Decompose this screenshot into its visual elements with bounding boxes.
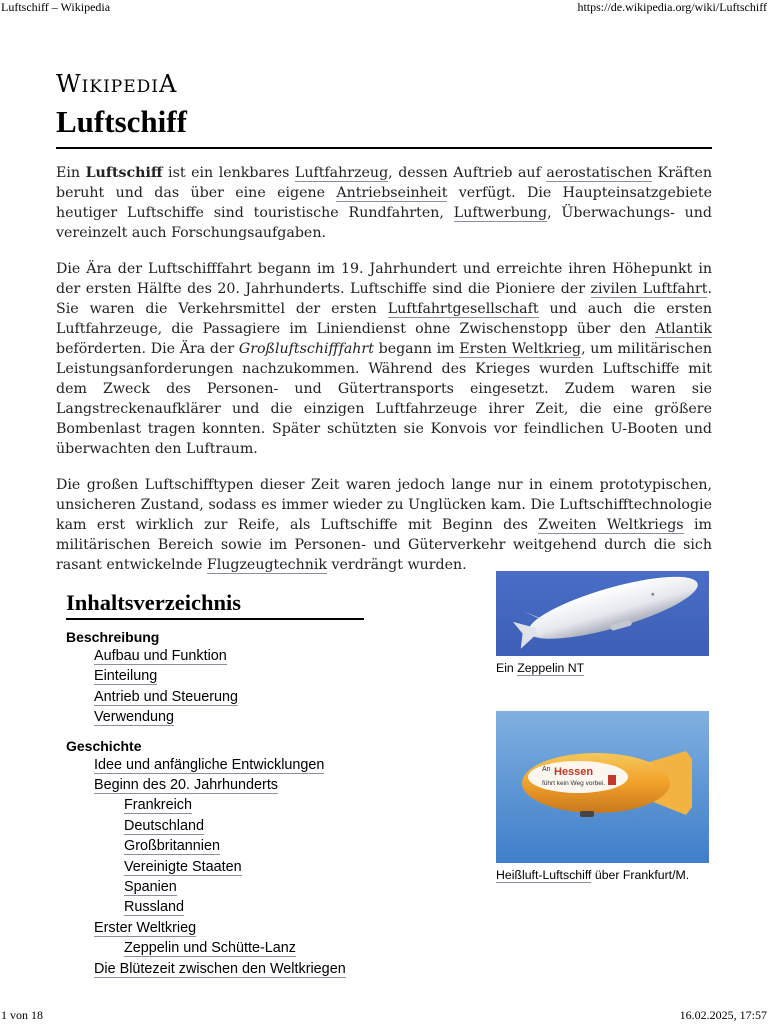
toc-item-label: Russland <box>124 899 184 916</box>
toc-item[interactable] <box>94 687 376 707</box>
toc-item-label: Vereinigte Staaten <box>124 858 242 875</box>
toc-item[interactable] <box>94 775 376 795</box>
toc-item[interactable] <box>94 707 376 727</box>
toc-item-label: Idee und anfängliche Entwicklungen <box>94 756 325 773</box>
toc-item[interactable] <box>94 918 376 938</box>
text-run: , Überwachungs- und vereinzelt auch Forschungsaufgaben. <box>56 205 712 241</box>
toc-item-label: Einteilung <box>94 668 158 685</box>
figure-zeppelin-nt <box>496 571 710 675</box>
text-run: , dessen Auftrieb auf <box>388 165 547 181</box>
text-run: verfügt. Die Haupteinsatzgebiete heutiger Luftschiffe sind touristische Rundfahrten, <box>56 185 712 221</box>
print-footer-page: 1 von 18 <box>1 1008 43 1022</box>
paragraph-intro <box>56 163 712 243</box>
toc-item-label: Erster Weltkrieg <box>94 919 197 936</box>
hot-air-airship-caption <box>496 868 710 882</box>
toc-item-label: Aufbau und Funktion <box>94 648 227 664</box>
blimp-text-slogan: führt kein Weg vorbei. <box>542 780 606 787</box>
print-header-url[interactable]: https://de.wikipedia.org/wiki/Luftschiff <box>577 0 767 14</box>
wordmark-middle: IKIPEDI <box>81 77 159 97</box>
toc-item-label: Verwendung <box>94 709 175 726</box>
text-run: verdrängt wurden. <box>327 557 467 573</box>
inline-link[interactable]: Luftfahrtgesellschaft <box>387 301 539 317</box>
toc-item[interactable] <box>94 755 376 775</box>
caption-link-hot-air-airship[interactable]: Heißluft-Luftschiff <box>496 868 592 882</box>
caption-link-zeppelin-nt[interactable]: Zeppelin NT <box>517 661 585 675</box>
inline-link[interactable]: Luftfahrzeug <box>294 165 389 181</box>
text-run: , um militärischen Leistungsanforderungen nachzukommen. Während des Krieges wurden Luftschiffe mit dem Zweck des Personen- und Gütertransports eingesetzt. Zudem waren sie Langstreckenaufklärer und die einzigen Luftfahrzeuge ihrer Zeit, die eine größere Bombenlast tragen konnten. Später schützten sie Konvois vor feindlichen U-Booten und überwachten den Luftraum. <box>56 341 712 457</box>
toc-item-label: Die Blütezeit zwischen den Weltkriegen <box>94 960 346 977</box>
zeppelin-nt-image[interactable] <box>496 571 709 656</box>
caption-text: Ein <box>496 661 518 675</box>
figure-hot-air-airship <box>496 711 710 882</box>
inline-link[interactable]: Luftwerbung <box>453 205 548 221</box>
table-of-contents <box>56 588 376 979</box>
hot-air-airship-image[interactable] <box>496 711 709 863</box>
toc-section-label: Beschreibung <box>66 629 160 645</box>
text-run: . Sie waren die Verkehrsmittel der ersten <box>56 281 712 317</box>
print-header-title: Luftschiff – Wikipedia <box>1 0 111 14</box>
toc-item[interactable] <box>124 836 376 856</box>
print-footer-datetime: 16.02.2025, 17:57 <box>679 1008 767 1022</box>
toc-section[interactable] <box>66 628 376 646</box>
paragraph-decline <box>56 475 712 575</box>
toc-item[interactable] <box>94 666 376 686</box>
toc-section[interactable] <box>66 737 376 755</box>
toc-list <box>56 628 376 979</box>
toc-item[interactable] <box>94 959 376 979</box>
wikipedia-wordmark[interactable] <box>56 70 177 98</box>
inline-link[interactable]: aerostatischen <box>546 165 653 181</box>
toc-title: Inhaltsverzeichnis <box>66 590 242 615</box>
toc-item-label: Frankreich <box>124 797 192 814</box>
toc-item[interactable] <box>124 897 376 917</box>
text-run: begann im <box>373 341 460 357</box>
inline-link[interactable]: Zweiten Weltkriegs <box>538 517 684 533</box>
page-title: Luftschiff <box>56 104 187 139</box>
bold-term: Luftschiff <box>85 165 163 181</box>
inline-link[interactable]: zivilen Luftfahrt <box>590 281 708 297</box>
toc-item-label: Deutschland <box>124 817 204 834</box>
text-run: beförderten. Die Ära der <box>56 341 239 357</box>
zeppelin-nt-caption <box>496 661 710 675</box>
inline-link[interactable]: Antriebseinheit <box>336 185 448 201</box>
title-divider <box>56 147 712 149</box>
text-run: und auch die ersten Luftfahrzeuge, die Passagiere im Liniendienst ohne Zwischenstopp über den <box>56 301 712 337</box>
toc-divider <box>66 618 364 620</box>
text-run: Kräften beruht und das über eine eigene <box>56 165 712 201</box>
caption-text: über Frankfurt/M. <box>591 868 690 882</box>
text-run: Die großen Luftschifftypen dieser Zeit waren jedoch lange nur in einem prototypischen, unsicheren Zustand, sodass es immer wieder zu Unglücken kam. Die Luftschifftechnologie kam erst wirklich zur Reife, als Luftschiffe mit Beginn des <box>56 477 712 533</box>
toc-item[interactable] <box>124 816 376 836</box>
toc-section-label: Geschichte <box>66 737 142 754</box>
wordmark-last-letter: A <box>159 70 178 98</box>
toc-item-label: Beginn des 20. Jahrhunderts <box>94 777 279 794</box>
toc-item[interactable] <box>124 857 376 877</box>
inline-link[interactable]: Atlantik <box>655 321 712 337</box>
italic-term: Großluftschifffahrt <box>238 341 374 357</box>
print-footer <box>0 1008 768 1024</box>
toc-item[interactable] <box>124 938 376 958</box>
toc-item-label: Spanien <box>124 879 177 896</box>
toc-item[interactable] <box>94 646 376 666</box>
toc-item-label: Antrieb und Steuerung <box>94 688 239 705</box>
print-header <box>0 0 768 16</box>
text-run: Ein <box>56 165 86 181</box>
blimp-text-hessen: Hessen <box>554 766 594 778</box>
blimp-text-an: An <box>542 766 551 773</box>
toc-item-label: Großbritannien <box>124 838 220 855</box>
text-run: im militärischen Bereich sowie im Personen- und Güterverkehr weitgehend durch die sich rasant entwickelnde <box>56 517 712 573</box>
toc-item[interactable] <box>124 877 376 897</box>
inline-link[interactable]: Ersten Weltkrieg <box>459 341 582 357</box>
text-run: Die Ära der Luftschifffahrt begann im 19. Jahrhundert und erreichte ihren Höhepunkt in der ersten Hälfte des 20. Jahrhunderts. Luftschiffe sind die Pioniere der <box>56 261 712 297</box>
wordmark-first-letter: W <box>56 70 82 98</box>
paragraph-history <box>56 259 712 459</box>
toc-item-label: Zeppelin und Schütte-Lanz <box>124 940 297 957</box>
inline-link[interactable]: Flugzeugtechnik <box>206 557 328 573</box>
text-run: ist ein lenkbares <box>162 165 295 181</box>
toc-item[interactable] <box>124 795 376 815</box>
article-body <box>56 163 712 591</box>
